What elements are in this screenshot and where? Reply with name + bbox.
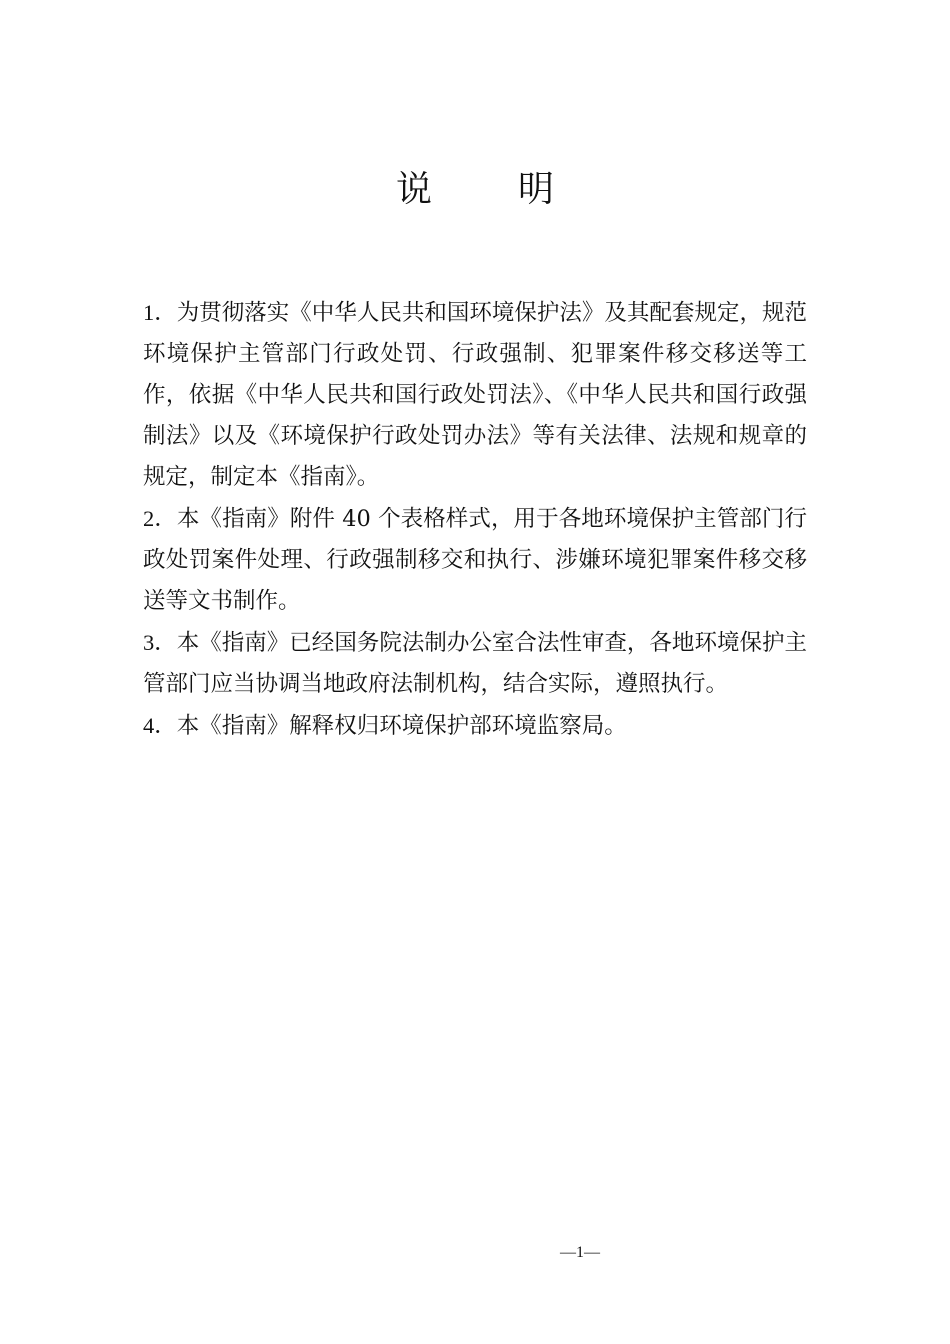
- title-char-2: 明: [518, 169, 555, 210]
- paragraph-text: 本《指南》解释权归环境保护部环境监察局。: [176, 713, 627, 739]
- paragraph-4: [143, 705, 807, 747]
- paragraph-number: 1．: [143, 300, 177, 325]
- paragraph-1: [143, 292, 807, 498]
- paragraph-text: 为贯彻落实《中华人民共和国环境保护法》及其配套规定，规范环境保护主管部门行政处罚、行政强制、犯罪案件移交移送等工作，依据《中华人民共和国行政处罚法》、《中华人民共和国行政强制法》以及《环境保护行政处罚办法》等有关法律、法规和规章的规定，制定本《指南》。: [143, 300, 807, 490]
- paragraph-number: 3．: [143, 630, 177, 655]
- paragraph-number: 4．: [143, 713, 177, 738]
- paragraph-text: 本《指南》已经国务院法制办公室合法性审查，各地环境保护主管部门应当协调当地政府法制机构，结合实际，遵照执行。: [143, 630, 807, 697]
- title-char-1: 说: [395, 169, 432, 210]
- paragraph-text: 本《指南》附件 40 个表格样式，用于各地环境保护主管部门行政处罚案件处理、行政强制移交和执行、涉嫌环境犯罪案件移交移送等文书制作。: [143, 506, 807, 614]
- page-number: —1—: [560, 1244, 600, 1261]
- document-body: [143, 292, 807, 747]
- document-title: [0, 162, 950, 218]
- paragraph-number: 2．: [143, 506, 177, 531]
- paragraph-2: [143, 498, 807, 622]
- paragraph-3: [143, 622, 807, 705]
